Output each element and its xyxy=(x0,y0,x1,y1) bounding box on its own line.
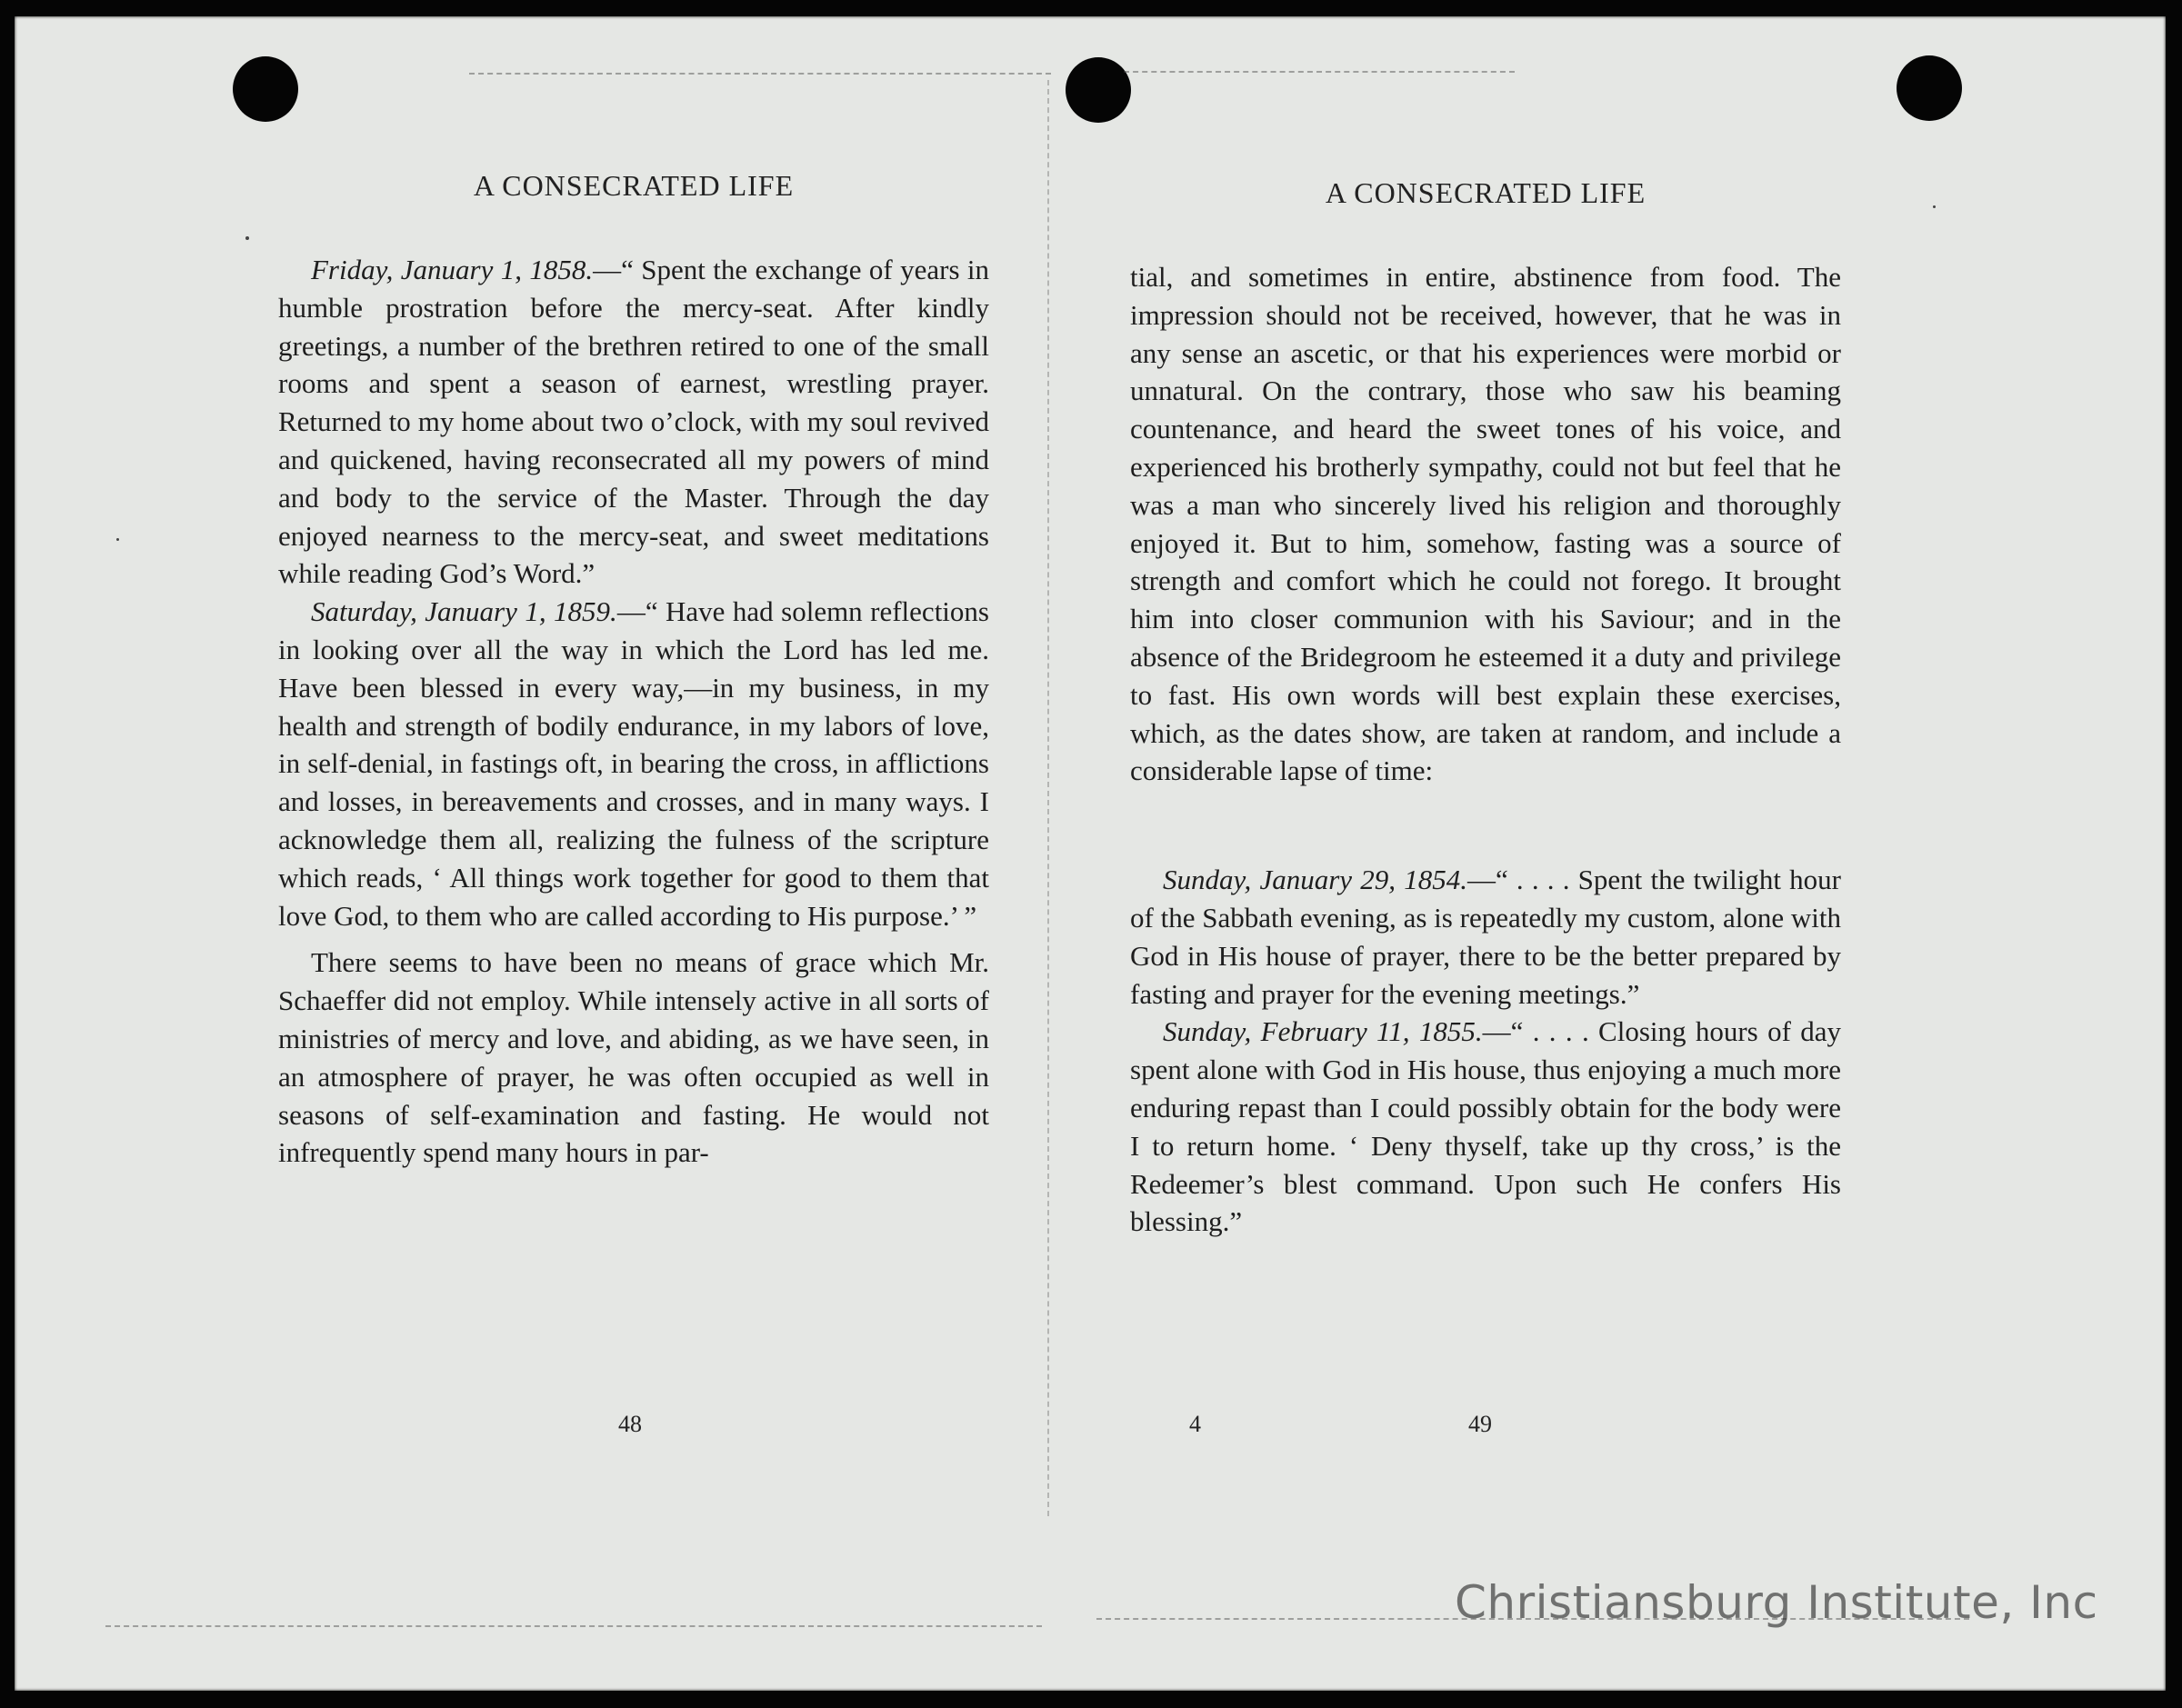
narrative-paragraph: tial, and sometimes in entire, abstinence from food. The impression should not be received, however, that he was in any sense an ascetic, or that his experiences were morbid or unnatural. On the contrary, those who saw his beaming countenance, and heard the sweet tones of his voice, and experienced his brotherly sympathy, could not but feel that he was a man who sincerely lived his religion and thoroughly enjoyed it. But to him, somehow, fasting was a source of strength and comfort which he could not forego. It brought him into closer communion with his Saviour; and in the absence of the Bridegroom he esteemed it a duty and privilege to fast. His own words will best explain these exercises, which, as the dates show, are taken at random, and include a considerable lapse of time: xyxy=(1130,261,1841,787)
narrative-paragraph: There seems to have been no means of grace which Mr. Schaeffer did not employ. While intensely active in all sorts of ministries of mercy and love, and abiding, as we have seen, in an atmosphere of prayer, he was often occupied as well in seasons of self-examination and fasting. He would not infrequently spend many hours in par- xyxy=(278,946,989,1169)
top-trim-line xyxy=(469,73,1051,75)
page-number: 49 xyxy=(1468,1411,1492,1437)
entry-text: —“ Spent the exchange of years in humble prostration before the mercy-seat. After kindly greetings, a number of the brethren retired to one of the small rooms and spent a season of earnest, wrestling prayer. Returned to my home about two o’clock, with my soul revived and quickened, having reconsecrated all my powers of mind and body to the service of the Master. Through the day enjoyed nearness to the mercy-seat, and sweet meditations while reading God’s Word.” xyxy=(278,254,989,590)
scan-speck xyxy=(245,236,249,240)
entry-text: —“ . . . . Closing hours of day spent alone with God in His house, thus enjoying a much more enduring repast than I could possibly obtain for the body were I to return home. ‘ Deny thyself, take up thy cross,’ is the Redeemer’s blest command. Upon such He confers His blessing.” xyxy=(1130,1015,1841,1238)
binder-hole-left xyxy=(233,56,298,122)
scan-speck xyxy=(116,538,119,541)
entry-date: Sunday, January 29, 1854. xyxy=(1163,864,1467,896)
page-body xyxy=(1130,258,1841,1241)
running-head: A CONSECRATED LIFE xyxy=(1325,176,1647,209)
binder-hole-center xyxy=(1066,57,1131,123)
running-head: A CONSECRATED LIFE xyxy=(473,169,795,202)
journal-entry xyxy=(1130,861,1841,1013)
top-trim-line-right xyxy=(1124,71,1515,73)
center-fold-line xyxy=(1047,80,1049,1516)
entry-date: Saturday, January 1, 1859. xyxy=(311,595,617,628)
watermark: Christiansburg Institute, Inc xyxy=(1455,1576,2098,1629)
scanned-sheet xyxy=(15,16,2166,1691)
binder-hole-right xyxy=(1897,55,1962,121)
entry-text: —“ . . . . Spent the twilight hour of the Sabbath evening, as is repeatedly my custom, alone with God in His house of prayer, there to be the better prepared by fasting and prayer for the evening meetings.” xyxy=(1130,864,1841,1010)
entry-date: Friday, January 1, 1858. xyxy=(311,254,594,285)
signature-mark: 4 xyxy=(1189,1411,1201,1437)
journal-entry xyxy=(278,593,989,934)
scan-speck xyxy=(1933,205,1936,208)
page-number: 48 xyxy=(618,1411,642,1437)
entry-text: —“ Have had solemn reflections in looking over all the way in which the Lord has led me. Have been blessed in every way,—in my business, in my health and strength of bodily endurance, in my labors of love, in self-denial, in fastings oft, in bearing the cross, in afflictions and losses, in bereavements and crosses, and in many ways. I acknowledge them all, realizing the fulness of the scripture which reads, ‘ All things work together for good to them that love God, to them who are called according to His purpose.’ ” xyxy=(278,595,989,932)
journal-entry xyxy=(278,251,989,593)
entry-date: Sunday, February 11, 1855. xyxy=(1163,1015,1483,1048)
bottom-trim-line xyxy=(105,1625,1042,1627)
page-body xyxy=(278,251,989,1172)
journal-entry xyxy=(1130,1013,1841,1241)
